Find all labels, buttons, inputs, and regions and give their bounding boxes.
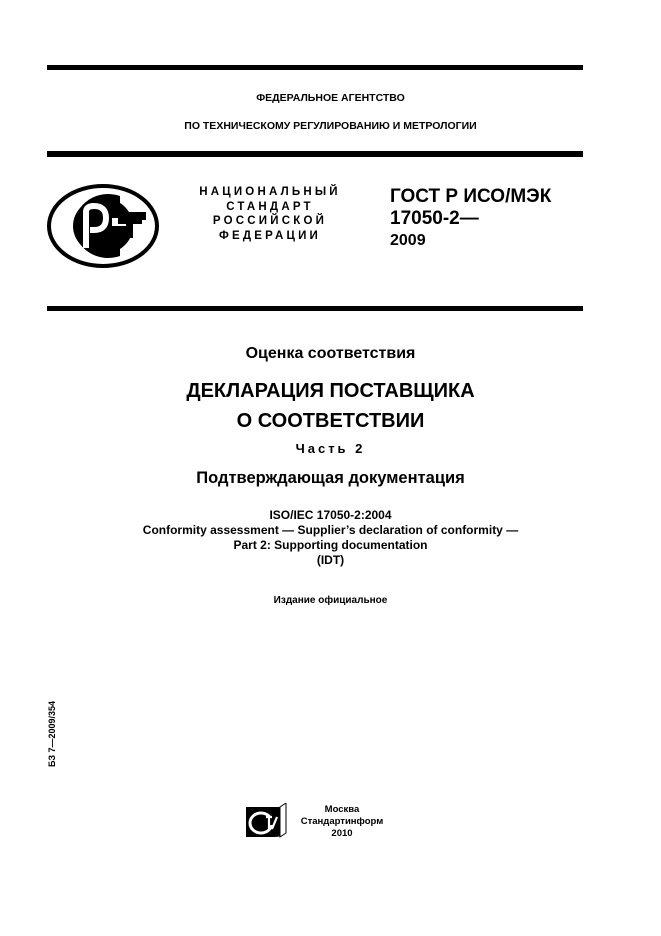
designation-line-2: 17050-2— bbox=[390, 208, 479, 229]
topic-title: Оценка соответствия bbox=[245, 345, 416, 362]
designation-line-1: ГОСТ Р ИСО/МЭК bbox=[390, 186, 552, 207]
national-line-4: ФЕДЕРАЦИИ bbox=[218, 229, 322, 242]
header-bottom-rule bbox=[47, 151, 583, 157]
standard-block-bottom-rule bbox=[47, 306, 583, 311]
national-line-1: НАЦИОНАЛЬНЫЙ bbox=[199, 186, 341, 198]
iso-line-4: (IDT) bbox=[316, 553, 345, 567]
national-line-2: СТАНДАРТ bbox=[226, 200, 314, 213]
publisher-name: Стандартинформ bbox=[300, 816, 384, 827]
main-title-line-2: О СООТВЕТСТВИИ bbox=[236, 410, 425, 432]
standartinform-logo-icon bbox=[244, 803, 288, 839]
national-line-3: РОССИЙСКОЙ bbox=[212, 215, 328, 227]
top-rule bbox=[47, 65, 583, 70]
iso-reference bbox=[0, 508, 661, 568]
publisher-city: Москва bbox=[324, 804, 360, 815]
main-title-line-1: ДЕКЛАРАЦИЯ ПОСТАВЩИКА bbox=[186, 380, 475, 402]
standard-designation bbox=[390, 186, 551, 252]
iso-line-3: Part 2: Supporting documentation bbox=[233, 538, 428, 552]
rst-logo-icon bbox=[46, 182, 160, 270]
main-title bbox=[0, 376, 661, 436]
iso-line-1: ISO/IEC 17050-2:2004 bbox=[269, 508, 392, 522]
side-code: БЗ 7—2009/354 bbox=[47, 700, 57, 768]
publisher-block bbox=[294, 804, 390, 840]
publisher-year: 2010 bbox=[331, 828, 353, 839]
designation-line-3: 2009 bbox=[390, 232, 426, 249]
agency-line-2: ПО ТЕХНИЧЕСКОМУ РЕГУЛИРОВАНИЮ И МЕТРОЛОГИИ bbox=[184, 120, 477, 132]
edition-label: Издание официальное bbox=[273, 595, 388, 606]
agency-line-1: ФЕДЕРАЛЬНОЕ АГЕНТСТВО bbox=[256, 92, 405, 104]
iso-line-2: Conformity assessment — Supplier’s declaration of conformity — bbox=[142, 523, 519, 537]
part-label: Часть 2 bbox=[295, 441, 366, 456]
national-standard-label bbox=[170, 185, 370, 243]
subtitle: Подтверждающая документация bbox=[196, 469, 465, 487]
